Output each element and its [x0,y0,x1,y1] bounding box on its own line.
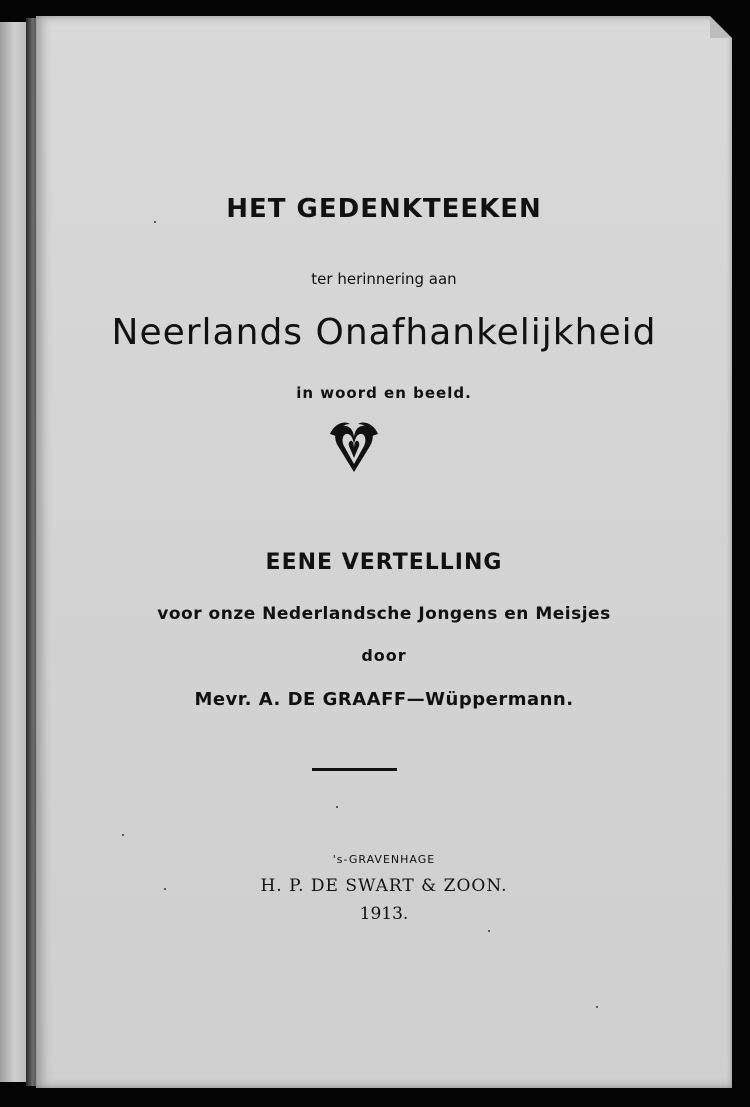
imprint-publisher: H. P. DE SWART & ZOON. [260,876,508,896]
left-page-edge [0,22,26,1082]
subtitle-format: in woord en beeld. [296,384,472,402]
art-nouveau-ornament-icon [328,418,380,474]
author-name: Mevr. A. DE GRAAFF—Wüppermann. [194,689,574,710]
story-title: EENE VERTELLING [265,550,503,575]
paper-speck [164,888,166,890]
main-title: HET GEDENKTEEKEN [226,194,542,224]
imprint-place: 's-GRAVENHAGE [332,853,436,866]
story-audience: voor onze Nederlandsche Jongens en Meisjes [157,604,611,624]
subtitle-dedication: ter herinnering aan [311,270,457,288]
author-by-label: door [361,646,407,665]
paper-speck [154,221,156,223]
divider-rule [312,768,397,771]
imprint-year: 1913. [359,904,409,924]
page-corner-fold [710,16,732,38]
paper-speck [122,834,124,836]
paper-speck [488,930,490,932]
paper-speck [336,806,338,808]
book-title: Neerlands Onafhankelijkheid [111,312,657,353]
title-page [36,16,732,1088]
paper-speck [596,1006,598,1008]
